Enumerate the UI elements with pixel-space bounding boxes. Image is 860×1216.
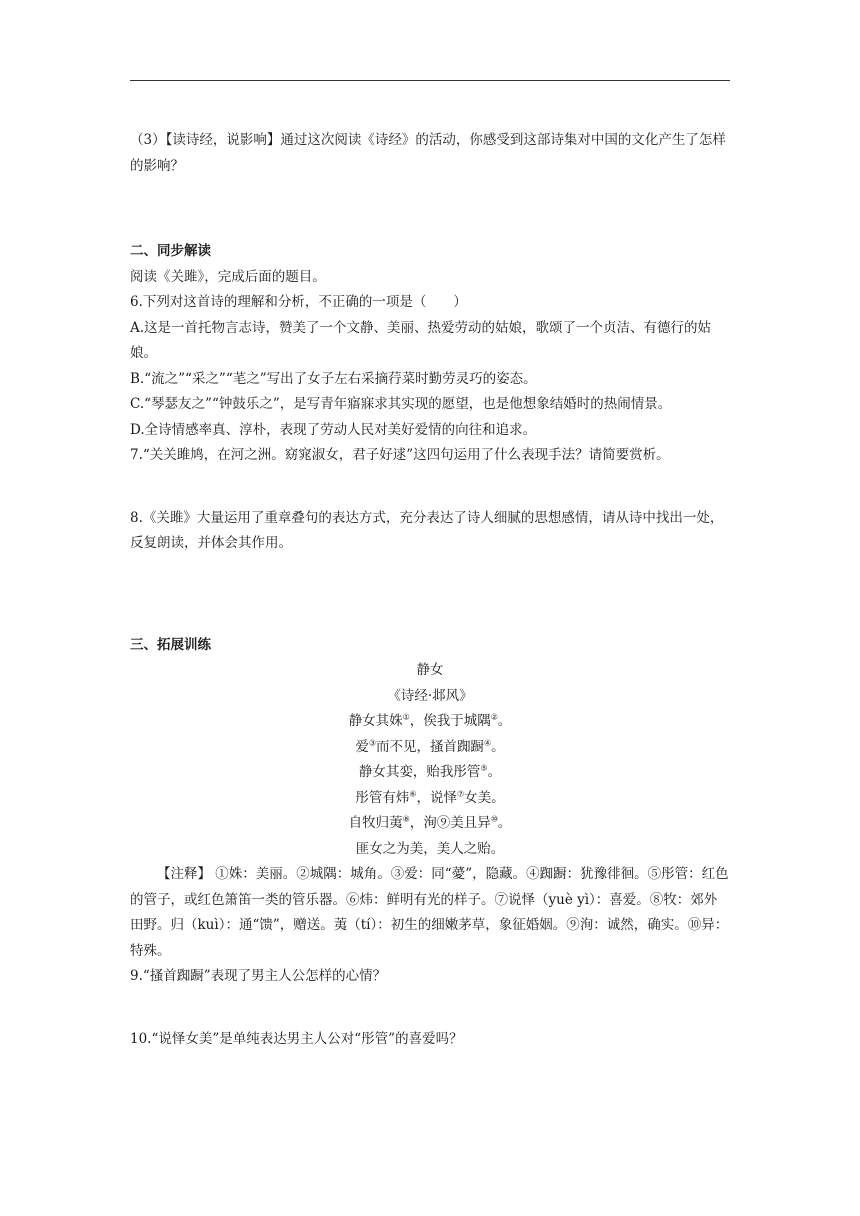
poem-line: 爱③而不见，搔首踟蹰④。: [355, 738, 505, 755]
section-3-heading: 三、拓展训练: [130, 636, 211, 653]
poem-line: 静女其娈，贻我彤管⑤。: [358, 763, 502, 780]
question-6-option-b: B.“流之”“采之”“芼之”写出了女子左右采摘荇菜时勤劳灵巧的姿态。: [130, 370, 537, 387]
poem: [130, 658, 730, 862]
poem-line: 自牧归荑⑧，洵⑨美且异⑩。: [348, 814, 512, 831]
question-6-option-a: A.这是一首托物言志诗，赞美了一个文静、美丽、热爱劳动的姑娘，歌颂了一个贞洁、有德行的姑娘。: [130, 319, 712, 361]
section-2-intro: 阅读《关雎》，完成后面的题目。: [130, 268, 326, 285]
poem-source: 《诗经·邶风》: [387, 687, 473, 704]
header-rule: [130, 80, 730, 81]
question-6-option-c: C.“琴瑟友之”“钟鼓乐之”，是写青年寤寐求其实现的愿望，也是他想象结婚时的热闹情景。: [130, 396, 672, 412]
poem-notes: 【注释】 ①姝：美丽。②城隅：城角。③爱：同“薆”，隐藏。④踟蹰：犹豫徘徊。⑤彤管：红色的管子，或红色箫笛一类的管乐器。⑥炜：鲜明有光的样子。⑦说怿（yuè yì）：喜爱。⑧牧：郊外田野。归（kuì）：通“馈”，赠送。荑（tí）：初生的细嫩茅草，象征婚姻。⑨洵：诚然，确实。⑩异：特殊。: [130, 866, 729, 959]
question-10: 10.“说怿女美”是单纯表达男主人公对“彤管”的喜爱吗？: [130, 1030, 463, 1047]
question-3: （3）【读诗经，说影响】通过这次阅读《诗经》的活动，你感受到这部诗集对中国的文化产生了怎样的影响？: [130, 132, 726, 174]
question-9: 9.“搔首踟蹰”表现了男主人公怎样的心情？: [130, 968, 387, 984]
poem-line: 彤管有炜⑥，说怿⑦女美。: [355, 789, 505, 806]
question-8: 8.《关雎》大量运用了重章叠句的表达方式，充分表达了诗人细腻的思想感情，请从诗中找出一处，反复朗读，并体会其作用。: [130, 509, 724, 551]
question-6-stem: 6.下列对这首诗的理解和分析，不正确的一项是（ ）: [130, 294, 467, 310]
poem-line: 静女其姝①，俟我于城隅②。: [348, 712, 512, 729]
question-6-option-d: D.全诗情感率真、淳朴，表现了劳动人民对美好爱情的向往和追求。: [130, 421, 537, 438]
poem-line: 匪女之为美，美人之贻。: [355, 840, 505, 857]
question-7: 7.“关关雎鸠，在河之洲。窈窕淑女，君子好逑”这四句运用了什么表现手法？请简要赏析。: [130, 447, 670, 463]
document-body: [130, 128, 730, 1052]
section-2-heading: 二、同步解读: [130, 243, 211, 259]
poem-title: 静女: [416, 662, 444, 678]
